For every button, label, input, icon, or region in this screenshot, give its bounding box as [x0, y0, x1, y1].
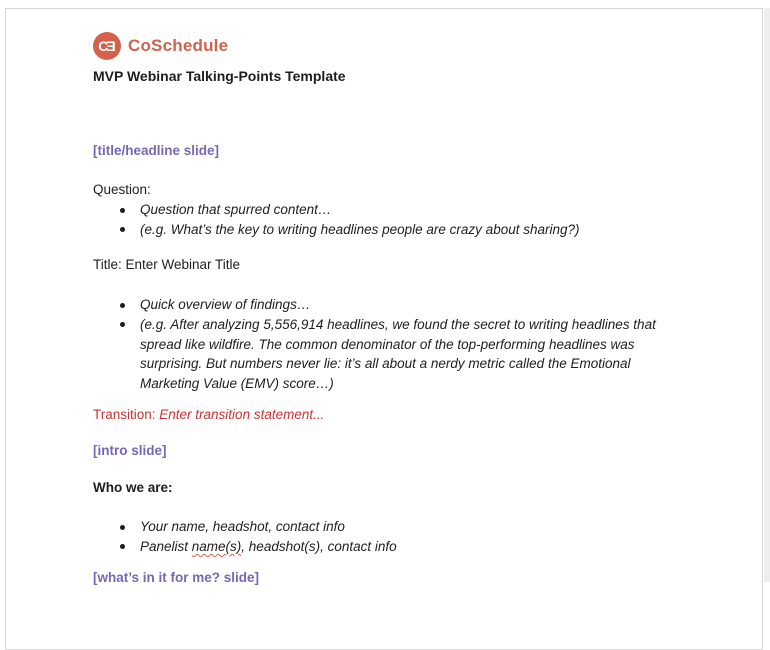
transition-label: Transition: [93, 407, 160, 422]
page-right-gutter [764, 8, 770, 582]
who-we-are-label: Who we are: [93, 480, 173, 495]
list-item: (e.g. After analyzing 5,556,914 headlines, we found the secret to writing headlines that spread like wildfire. The common denominator of the top-performing headlines was surprising. But numbers never lie: it’s all about a nerdy metric called the Emotional Marketing Value (EMV) score…) [140, 315, 668, 394]
coschedule-logo-icon: CƎ [93, 32, 121, 60]
transition-line [93, 407, 324, 423]
webinar-title-line: Title: Enter Webinar Title [93, 257, 241, 272]
question-bullet-list [93, 200, 668, 240]
panelist-text: , headshot(s), contact info [241, 538, 397, 554]
heading-title-headline-slide: [title/headline slide] [93, 143, 220, 158]
document-page [5, 8, 763, 650]
list-item: (e.g. What’s the key to writing headlines people are crazy about sharing?) [140, 220, 668, 240]
overview-bullet-list [93, 295, 668, 394]
list-item: Quick overview of findings… [140, 295, 668, 315]
coschedule-wordmark: CoSchedule [128, 36, 229, 55]
document-title: MVP Webinar Talking-Points Template [93, 68, 346, 84]
spellcheck-underlined-word: name(s) [191, 538, 242, 554]
transition-statement: Enter transition statement... [159, 407, 325, 422]
list-item: Question that spurred content… [140, 200, 668, 220]
heading-intro-slide: [intro slide] [93, 443, 167, 458]
list-item: Your name, headshot, contact info [140, 517, 668, 537]
list-item [140, 537, 668, 557]
who-we-are-bullet-list [93, 517, 668, 557]
coschedule-logo [93, 32, 228, 60]
heading-whats-in-it-for-me-slide: [what’s in it for me? slide] [93, 570, 260, 585]
question-label: Question: [93, 182, 151, 197]
panelist-text: Panelist [140, 538, 192, 554]
